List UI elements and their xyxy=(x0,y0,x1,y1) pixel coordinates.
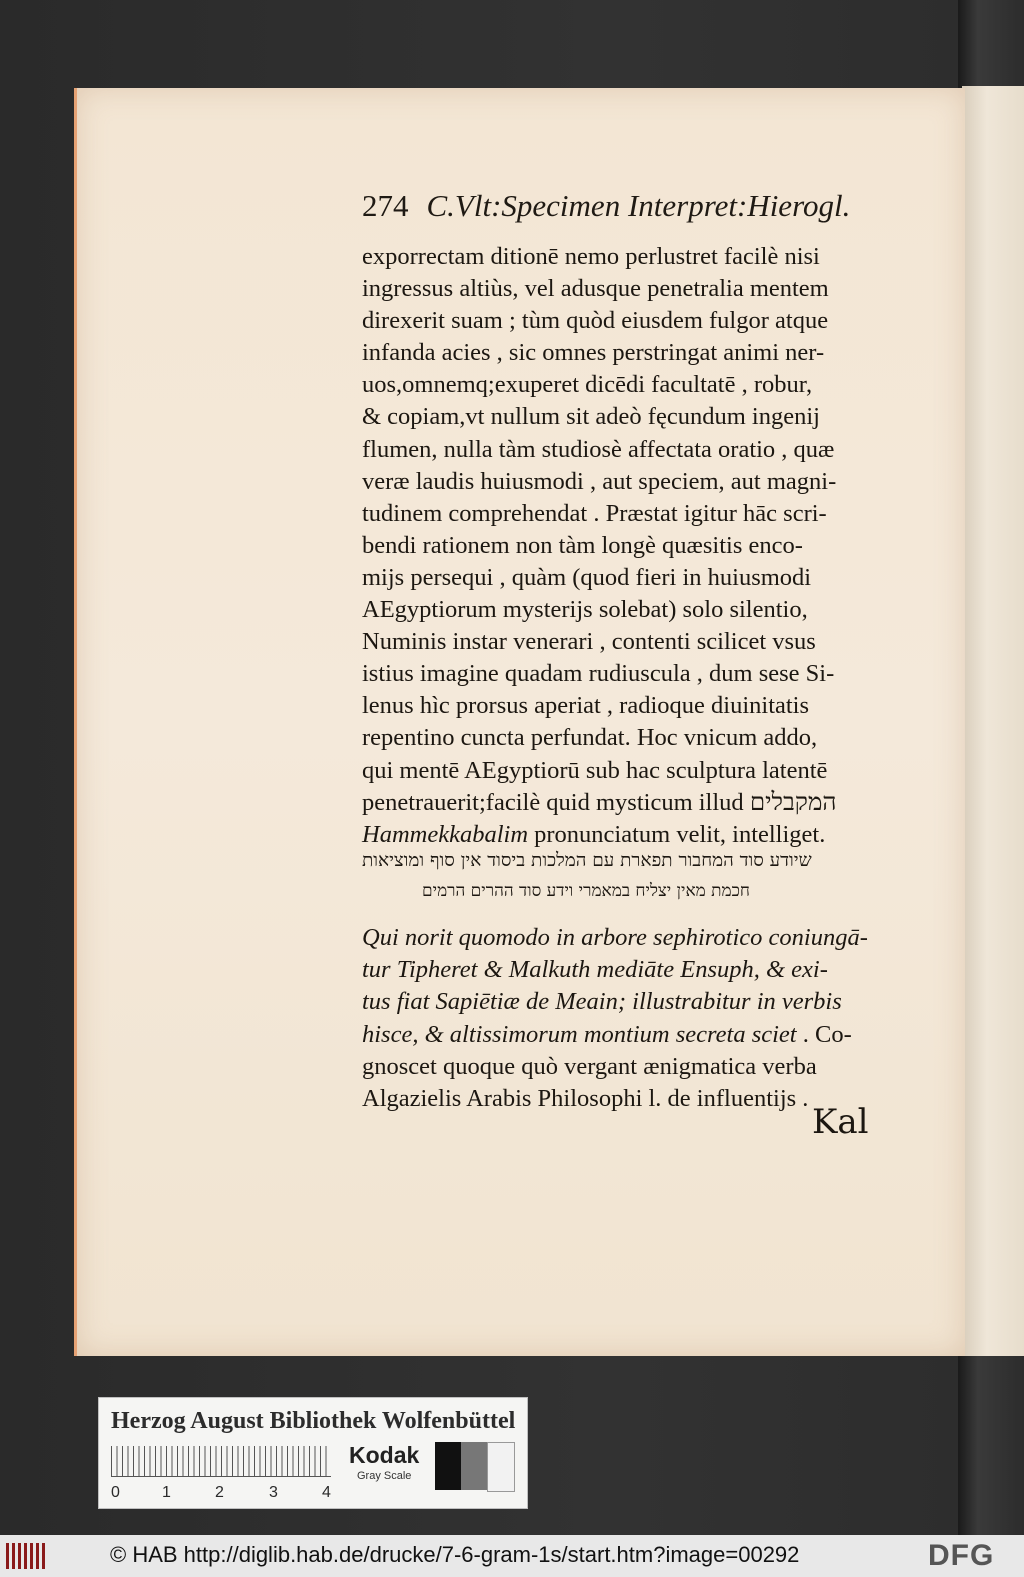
library-name: Herzog August Bibliothek Wolfenbüttel xyxy=(111,1408,516,1434)
italic-line: Qui norit quomodo in arbore sephirotico coniungā- xyxy=(362,924,868,951)
text-line: flumen, nulla tàm studiosè affectata oratio , quæ xyxy=(362,435,835,463)
mixed-line xyxy=(362,1019,892,1051)
library-label-card xyxy=(98,1397,528,1509)
text-line: istius imagine quadam rudiuscula , dum sese Si- xyxy=(362,660,835,688)
text-line: direxerit suam ; tùm quòd eiusdem fulgor atque xyxy=(362,307,829,335)
text-line: tudinem comprehendat . Præstat igitur hāc scri- xyxy=(362,499,827,527)
text-line: Numinis instar venerari , contenti scilicet vsus xyxy=(362,628,816,656)
facing-page-edge xyxy=(962,86,1024,1356)
grayscale-caption: Gray Scale xyxy=(357,1470,412,1482)
hebrew-line: שיודע סוד המחבור תפארת עם המלכות ביסוד אין סוף ומוציאות xyxy=(362,850,812,871)
gray-swatch-black xyxy=(435,1442,461,1490)
text-line: repentino cuncta perfundat. Hoc vnicum addo, xyxy=(362,724,818,752)
hebrew-quotation xyxy=(362,846,882,906)
running-head xyxy=(362,188,882,224)
text-line: mijs persequi , quàm (quod fieri in huiusmodi xyxy=(362,563,812,591)
ruler-number: 4 xyxy=(322,1484,331,1501)
hebrew-term-transliteration: Hammekkabalim xyxy=(362,820,529,848)
kodak-logo-text: Kodak xyxy=(349,1442,420,1468)
running-head-title: C.Vlt:Specimen Interpret:Hierogl. xyxy=(426,188,851,223)
ruler-number: 1 xyxy=(162,1484,171,1501)
italic-line: tur Tipheret & Malkuth mediāte Ensuph, & exi- xyxy=(362,956,828,984)
text-line: & copiam,vt nullum sit adeò fęcundum ingenij xyxy=(362,403,820,431)
text-line: veræ laudis huiusmodi , aut speciem, aut magni- xyxy=(362,467,837,495)
source-url[interactable]: © HAB http://diglib.hab.de/drucke/7-6-gram-1s/start.htm?image=00292 xyxy=(110,1542,800,1567)
latin-translation xyxy=(362,922,892,1115)
italic-fragment: hisce, & altissimorum montium secreta sciet xyxy=(362,1020,797,1048)
text-line: ingressus altiùs, vel adusque penetralia mentem xyxy=(362,275,829,303)
gray-swatch-white xyxy=(487,1442,515,1492)
body-text xyxy=(362,241,892,851)
page-number: 274 xyxy=(362,188,409,223)
gray-swatch-mid xyxy=(461,1442,487,1490)
text-line: AEgyptiorum mysterijs solebat) solo silentio, xyxy=(362,596,808,624)
text-fragment: pronunciatum velit, intelliget. xyxy=(528,820,826,848)
text-line: gnoscet quoque quò vergant ænigmatica verba xyxy=(362,1052,817,1080)
text-line: bendi rationem non tàm longè quæsitis enco- xyxy=(362,531,803,559)
hab-logo-icon xyxy=(6,1543,46,1569)
hebrew-line: חכמת מאין יצליח במאמרי וידע סוד ההרים הרמים xyxy=(422,881,750,901)
text-line: exporrectam ditionē nemo perlustret facilè nisi xyxy=(362,243,820,270)
ruler-number: 3 xyxy=(269,1484,278,1501)
viewer-footer xyxy=(0,1535,1024,1577)
text-line: qui mentē AEgyptiorū sub hac sculptura latentē xyxy=(362,756,828,784)
dfg-logo: DFG xyxy=(928,1539,995,1572)
italic-line: tus fiat Sapiētiæ de Meain; illustrabitur in verbis xyxy=(362,988,842,1016)
measurement-ruler xyxy=(111,1446,331,1477)
ruler-number: 2 xyxy=(215,1484,224,1501)
catchword: Kal xyxy=(812,1102,869,1142)
text-line: penetrauerit;facilè quid mysticum illud המקבלים xyxy=(362,788,837,816)
ruler-number: 0 xyxy=(111,1484,120,1501)
text-line: Algazielis Arabis Philosophi l. de influentijs . xyxy=(362,1084,809,1112)
text-line: uos,omnemq;exuperet dicēdi facultatē , robur, xyxy=(362,371,813,399)
text-line: infanda acies , sic omnes perstringat animi ner- xyxy=(362,339,825,367)
text-fragment: . Co- xyxy=(796,1020,852,1048)
text-line: lenus hìc prorsus aperiat , radioque diuinitatis xyxy=(362,692,810,720)
